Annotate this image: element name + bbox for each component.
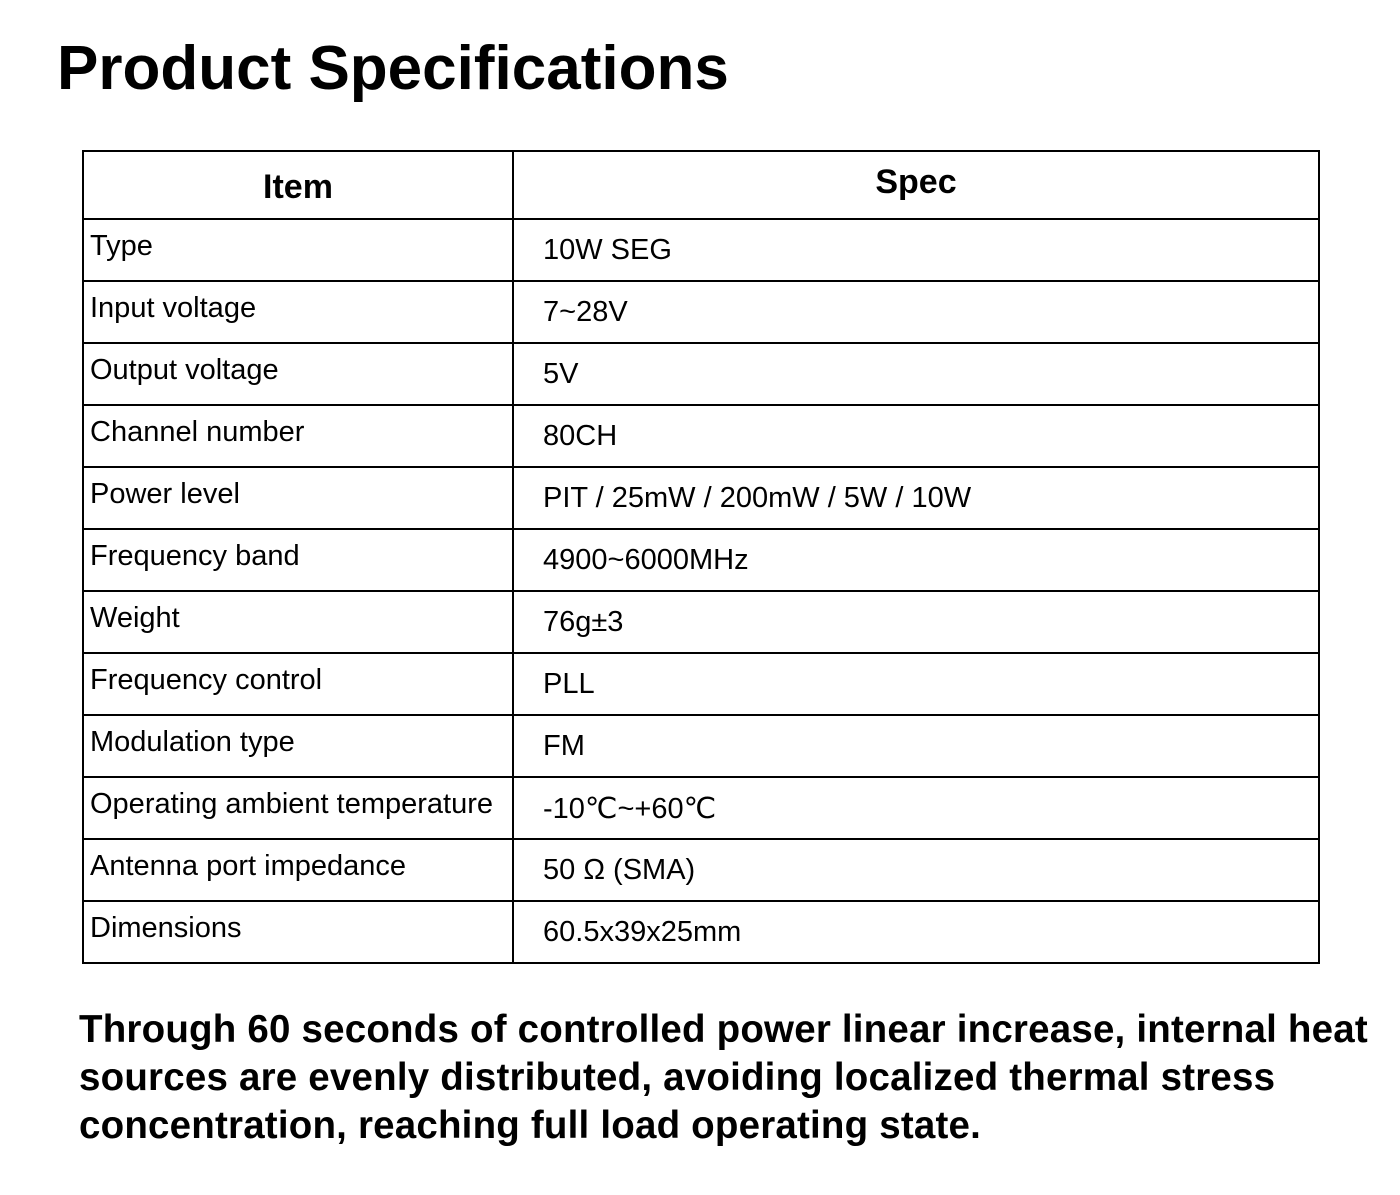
spec-cell: 7~28V — [513, 281, 1319, 343]
table-header-row — [83, 151, 1319, 219]
table-row — [83, 529, 1319, 591]
table-row — [83, 405, 1319, 467]
spec-cell: 76g±3 — [513, 591, 1319, 653]
item-cell: Output voltage — [83, 343, 513, 405]
item-cell: Modulation type — [83, 715, 513, 777]
item-cell: Type — [83, 219, 513, 281]
spec-cell: 60.5x39x25mm — [513, 901, 1319, 963]
spec-cell: PIT / 25mW / 200mW / 5W / 10W — [513, 467, 1319, 529]
item-cell: Input voltage — [83, 281, 513, 343]
table-row — [83, 777, 1319, 839]
spec-cell: 4900~6000MHz — [513, 529, 1319, 591]
column-header-spec: Spec — [513, 151, 1319, 219]
spec-cell: -10℃~+60℃ — [513, 777, 1319, 839]
item-cell: Weight — [83, 591, 513, 653]
spec-table — [82, 150, 1320, 964]
spec-cell: FM — [513, 715, 1319, 777]
spec-cell: 80CH — [513, 405, 1319, 467]
table-row — [83, 343, 1319, 405]
table-row — [83, 901, 1319, 963]
spec-cell: 10W SEG — [513, 219, 1319, 281]
item-cell: Antenna port impedance — [83, 839, 513, 901]
item-cell: Channel number — [83, 405, 513, 467]
page-title: Product Specifications — [57, 34, 729, 103]
item-cell: Frequency control — [83, 653, 513, 715]
item-cell: Dimensions — [83, 901, 513, 963]
table-row — [83, 591, 1319, 653]
table-row — [83, 715, 1319, 777]
table-row — [83, 219, 1319, 281]
column-header-item: Item — [83, 151, 513, 219]
footer-note: Through 60 seconds of controlled power linear increase, internal heat sources are evenly distributed, avoiding localized thermal stress concentration, reaching full load operating state. — [79, 1008, 1368, 1147]
table-row — [83, 281, 1319, 343]
table-row — [83, 467, 1319, 529]
table-row — [83, 653, 1319, 715]
table-row — [83, 839, 1319, 901]
spec-cell: PLL — [513, 653, 1319, 715]
spec-cell: 50 Ω (SMA) — [513, 839, 1319, 901]
item-cell: Operating ambient temperature — [83, 777, 513, 839]
item-cell: Frequency band — [83, 529, 513, 591]
item-cell: Power level — [83, 467, 513, 529]
spec-cell: 5V — [513, 343, 1319, 405]
